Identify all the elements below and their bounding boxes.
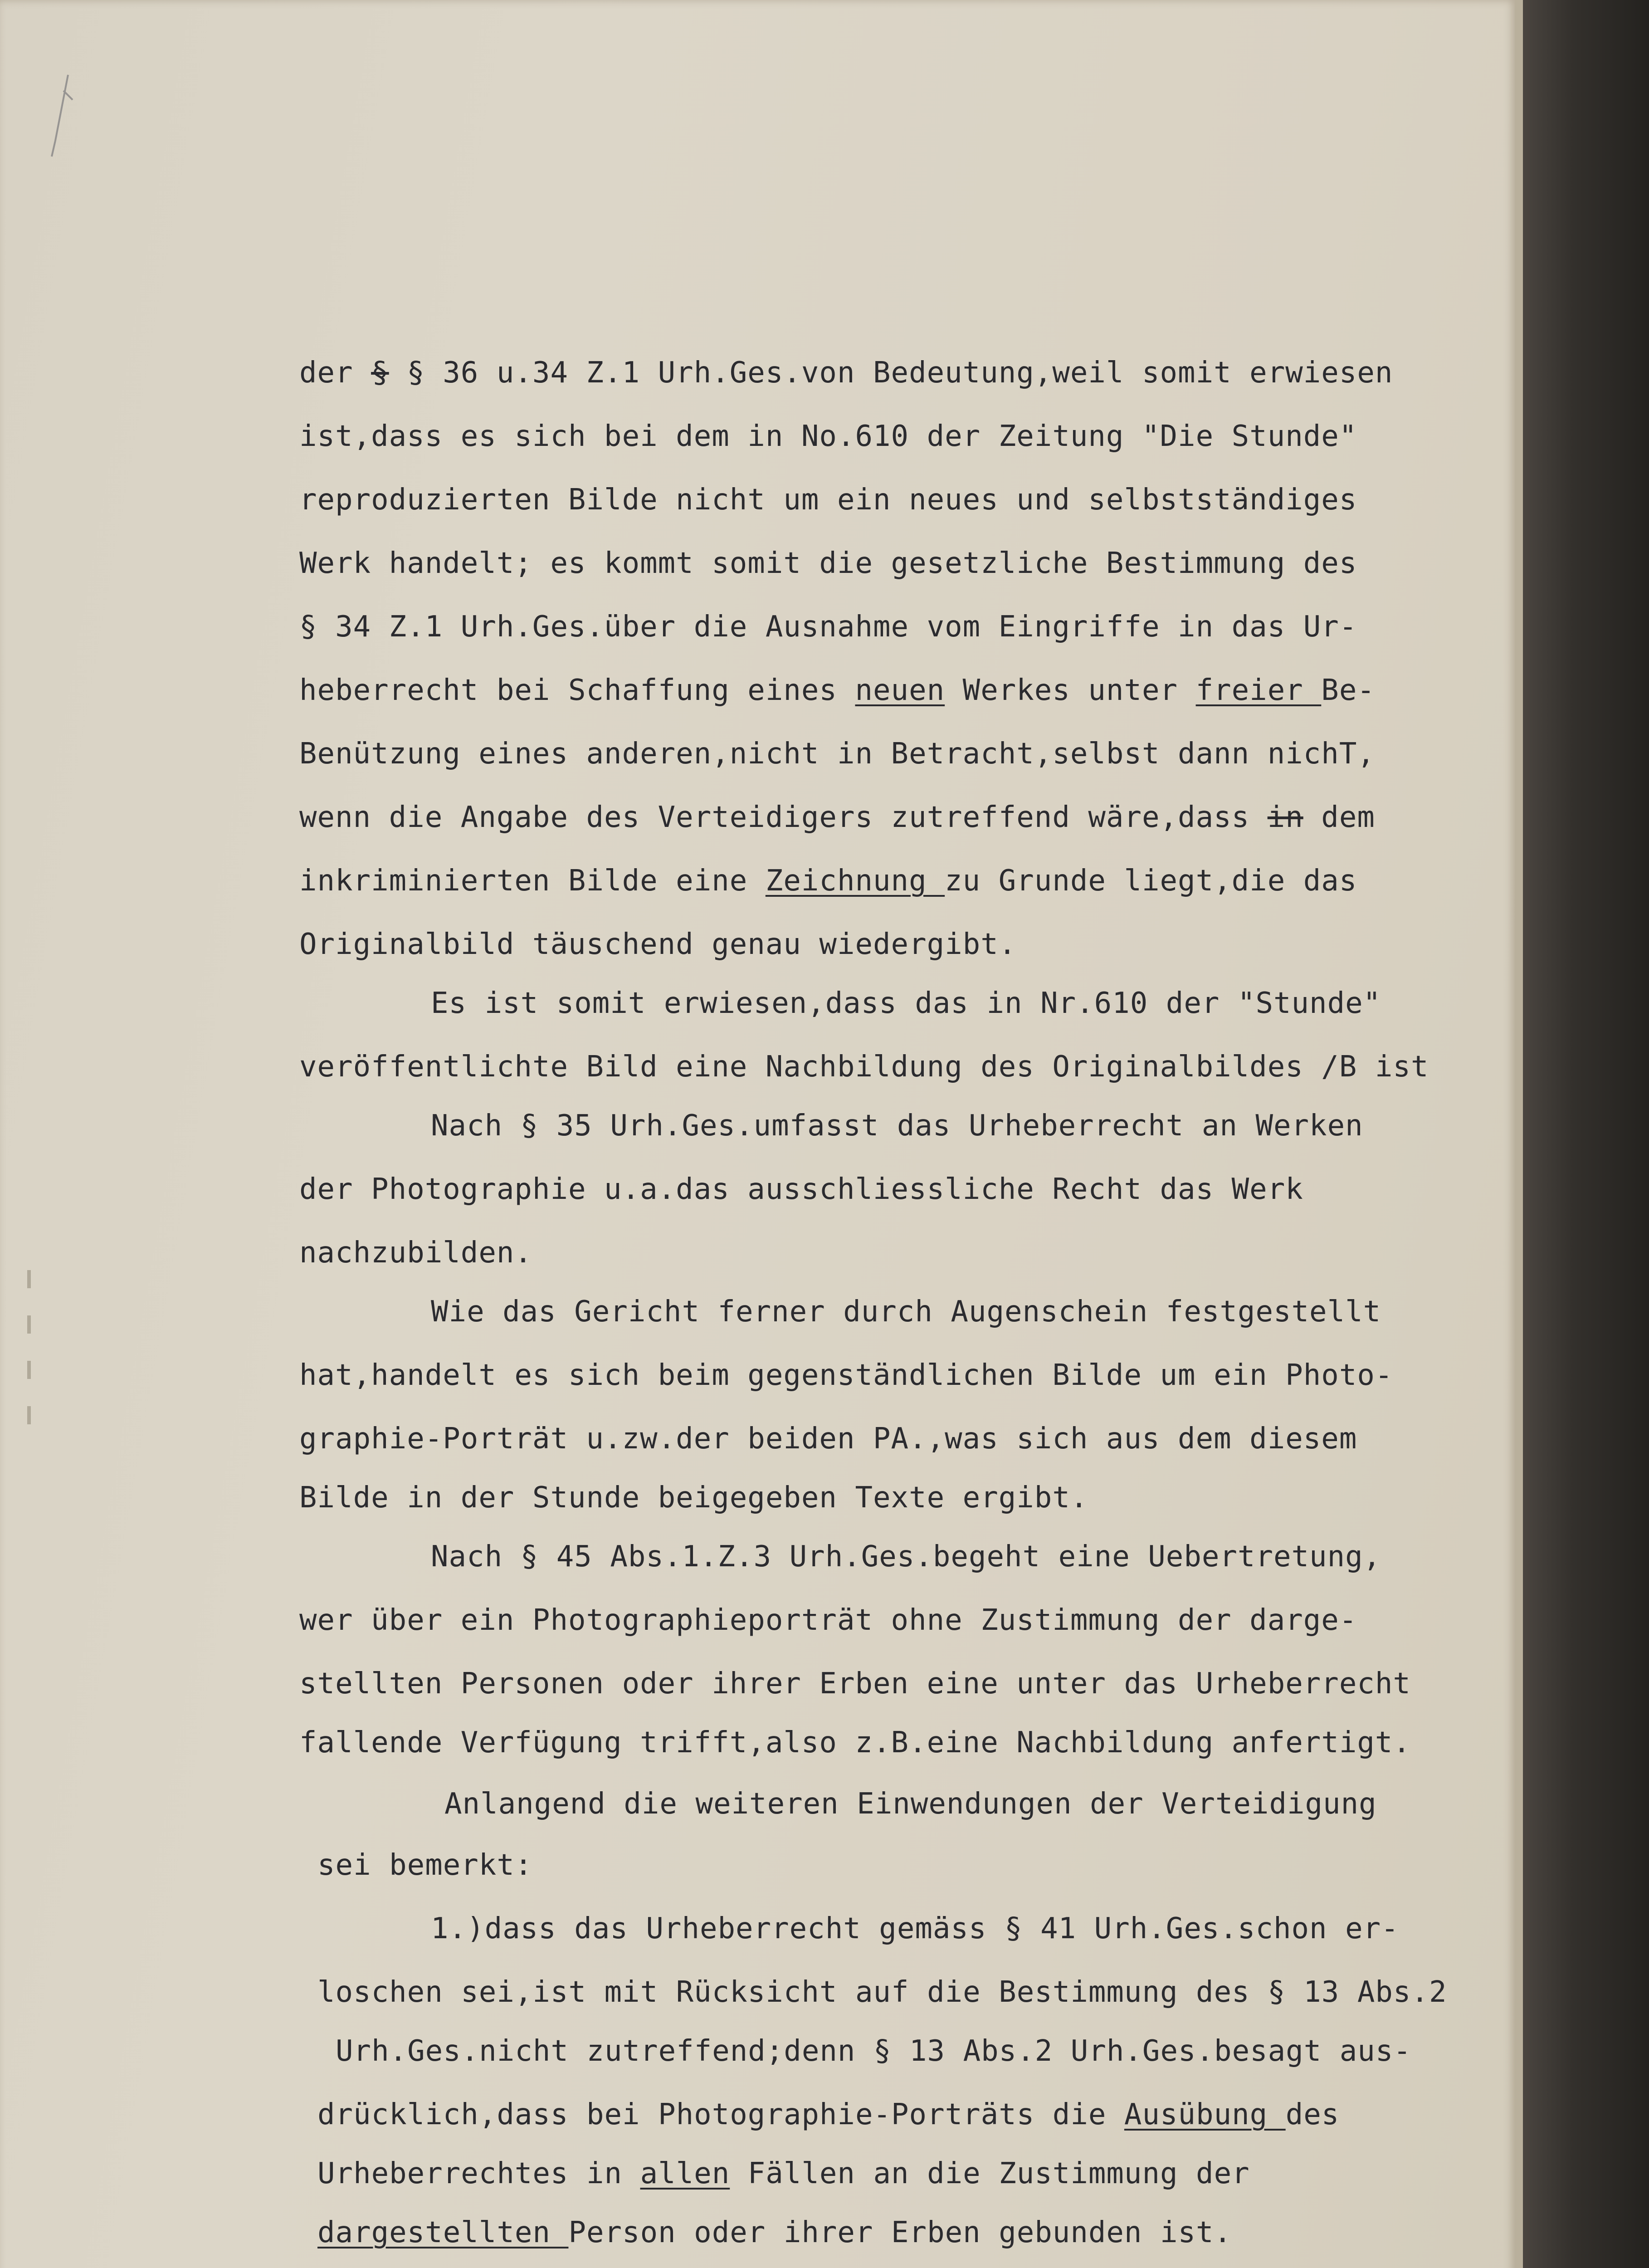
underlined-text: neuen — [855, 674, 945, 707]
underlined-text: Ausübung — [1124, 2098, 1286, 2131]
text-line: ist,dass es sich bei dem in No.610 der Zeitung "Die Stunde" — [299, 420, 1357, 453]
text-line — [299, 356, 1393, 390]
text-line: loschen sei,ist mit Rücksicht auf die Bestimmung des § 13 Abs.2 — [317, 1975, 1447, 2009]
struck-text: § — [371, 356, 389, 390]
text-line: sei bemerkt: — [317, 1848, 533, 1882]
text-line: Benützung eines anderen,nicht in Betracht,selbst dann nichT, — [299, 737, 1375, 771]
struck-text: in — [1267, 801, 1303, 834]
text-line: nachzubilden. — [299, 1236, 532, 1270]
text-span: des — [1285, 2098, 1340, 2131]
text-span: Fällen an die Zustimmung der — [730, 2157, 1250, 2190]
text-span: inkriminierten Bilde eine — [299, 864, 766, 898]
text-span: der — [299, 356, 371, 390]
page-edge — [1515, 0, 1523, 2268]
text-line: Originalbild täuschend genau wiedergibt. — [299, 928, 1017, 961]
text-line: stellten Personen oder ihrer Erben eine unter das Urheberrecht — [299, 1667, 1411, 1701]
text-line: Werk handelt; es kommt somit die gesetzliche Bestimmung des — [299, 547, 1357, 580]
text-line — [299, 864, 1357, 898]
underlined-text: allen — [640, 2157, 730, 2190]
text-line — [317, 2159, 1250, 2188]
text-line: Wie das Gericht ferner durch Augenschein festgestellt — [431, 1295, 1381, 1329]
text-span: Urheberrechtes in — [317, 2157, 640, 2190]
text-line: graphie-Porträt u.zw.der beiden PA.,was sich aus dem diesem — [299, 1422, 1357, 1456]
underlined-text: dargestellten — [317, 2216, 569, 2249]
text-span: § 36 u.34 Z.1 Urh.Ges.von Bedeutung,weil somit erwiesen — [389, 356, 1393, 390]
text-line — [317, 2100, 1339, 2129]
text-line: hat,handelt es sich beim gegenständlichen Bilde um ein Photo- — [299, 1359, 1393, 1392]
text-span: Werkes unter — [945, 674, 1196, 707]
text-line: wer über ein Photographieporträt ohne Zustimmung der darge- — [299, 1603, 1357, 1637]
binding-strip — [1523, 0, 1649, 2268]
text-line — [299, 803, 1375, 832]
text-span: zu Grunde liegt,die das — [945, 864, 1357, 898]
text-line: fallende Verfügung trifft,also z.B.eine Nachbildung anfertigt. — [299, 1726, 1411, 1760]
text-line: Urh.Ges.nicht zutreffend;denn § 13 Abs.2 Urh.Ges.besagt aus- — [336, 2034, 1411, 2068]
text-line: Anlangend die weiteren Einwendungen der Verteidigung — [444, 1787, 1377, 1821]
text-line: der Photographie u.a.das ausschliessliche Recht das Werk — [299, 1173, 1303, 1206]
text-line: Nach § 45 Abs.1.Z.3 Urh.Ges.begeht eine Uebertretung, — [431, 1540, 1381, 1574]
text-line — [317, 2218, 1232, 2247]
text-line: reproduzierten Bilde nicht um ein neues und selbstständiges — [299, 483, 1357, 517]
text-span: drücklich,dass bei Photographie-Porträts die — [317, 2098, 1124, 2131]
underlined-text: freier — [1195, 674, 1322, 707]
text-line: Nach § 35 Urh.Ges.umfasst das Urheberrecht an Werken — [431, 1109, 1363, 1143]
text-line: 1.)dass das Urheberrecht gemäss § 41 Urh.Ges.schon er- — [431, 1912, 1399, 1945]
text-span: dem — [1303, 801, 1375, 834]
text-line — [299, 676, 1375, 705]
text-line: veröffentlichte Bild eine Nachbildung des Originalbildes /B ist — [299, 1050, 1429, 1084]
text-span: heberrecht bei Schaffung eines — [299, 674, 855, 707]
text-line: § 34 Z.1 Urh.Ges.über die Ausnahme vom Eingriffe in das Ur- — [299, 610, 1357, 644]
text-span: wenn die Angabe des Verteidigers zutreffend wäre,dass — [299, 801, 1268, 834]
text-span: Be- — [1321, 674, 1375, 707]
text-span: Person oder ihrer Erben gebunden ist. — [568, 2216, 1232, 2249]
text-line: Bilde in der Stunde beigegeben Texte ergibt. — [299, 1481, 1088, 1515]
text-line: Es ist somit erwiesen,dass das in Nr.610 der "Stunde" — [431, 987, 1381, 1020]
underlined-text: Zeichnung — [765, 864, 945, 898]
